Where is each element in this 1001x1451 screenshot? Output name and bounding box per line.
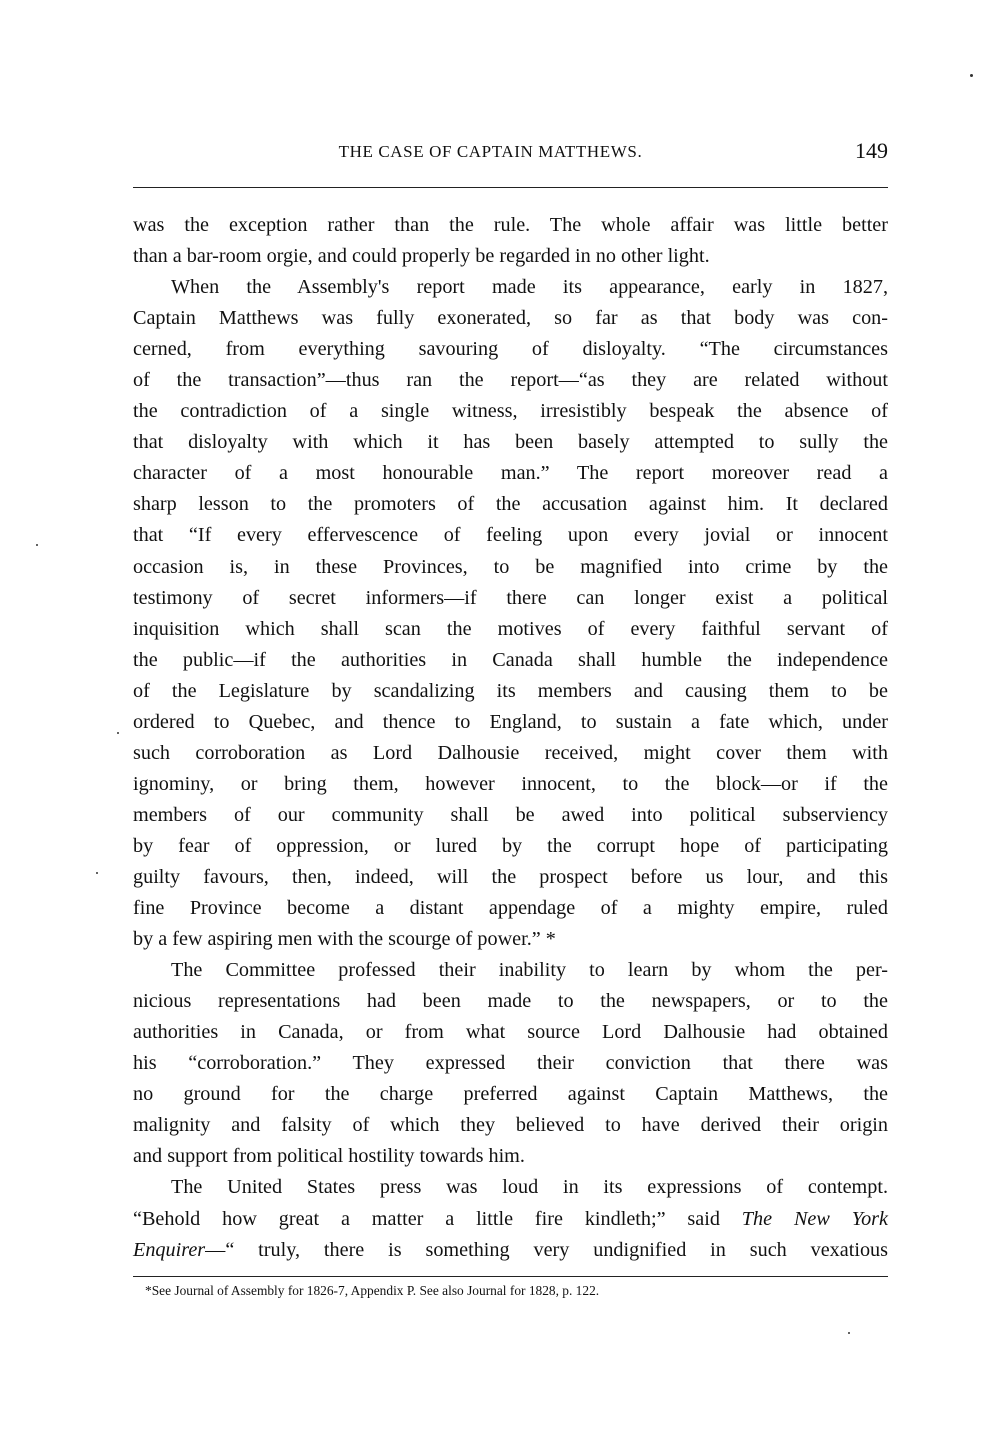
text-line: Captain Matthews was fully exonerated, so far as that body was con- (133, 307, 888, 330)
page-number: 149 (855, 138, 888, 163)
paragraph-first-line: When the Assembly's report made its appearance, early in 1827, (171, 276, 888, 299)
text-line: occasion is, in these Provinces, to be magnified into crime by the (133, 555, 888, 578)
text-line: nicious representations had been made to the newspapers, or to the (133, 990, 888, 1013)
footnote-rule (133, 1276, 888, 1277)
text-line: that “If every effervescence of feeling upon every jovial or innocent (133, 524, 888, 547)
text-line: by fear of oppression, or lured by the corrupt hope of participating (133, 834, 888, 857)
scan-speck (117, 732, 119, 734)
scan-speck (970, 74, 973, 77)
text-line: such corroboration as Lord Dalhousie received, might cover them with (133, 741, 888, 764)
text-line: of the transaction”—thus ran the report—“as they are related without (133, 369, 888, 392)
text-line: fine Province become a distant appendage of a mighty empire, ruled (133, 897, 888, 920)
text-line: ignominy, or bring them, however innocent, to the block—or if the (133, 772, 888, 795)
newspaper-name: The New York (741, 1207, 888, 1230)
text-line-with-italic (133, 1204, 888, 1235)
text-line: no ground for the charge preferred against Captain Matthews, the (133, 1083, 888, 1106)
text-line: cerned, from everything savouring of disloyalty. “The circumstances (133, 338, 888, 361)
body-text (133, 210, 888, 1266)
text-line: the public—if the authorities in Canada shall humble the independence (133, 648, 888, 671)
text-line: that disloyalty with which it has been basely attempted to sully the (133, 431, 888, 454)
text-line: sharp lesson to the promoters of the accusation against him. It declared (133, 493, 888, 516)
text-line: ordered to Quebec, and thence to England, to sustain a fate which, under (133, 710, 888, 733)
quote-text: —“ truly, there is something very undignified in such vexatious (205, 1238, 888, 1261)
newspaper-name-continued: Enquirer (133, 1238, 206, 1261)
footnote: *See Journal of Assembly for 1826-7, Appendix P. See also Journal for 1828, p. 122. (145, 1283, 600, 1298)
text-line: was the exception rather than the rule. The whole affair was little better (133, 214, 888, 236)
text-line: the contradiction of a single witness, irresistibly bespeak the absence of (133, 400, 888, 423)
text-line: than a bar-room orgie, and could properly be regarded in no other light. (133, 245, 710, 268)
paragraph-first-line: The United States press was loud in its expressions of contempt. (171, 1176, 888, 1199)
paragraph-first-line: The Committee professed their inability to learn by whom the per- (171, 959, 888, 982)
scan-speck (36, 544, 38, 546)
running-title: THE CASE OF CAPTAIN MATTHEWS. (338, 142, 643, 161)
text-line: malignity and falsity of which they believed to have derived their origin (133, 1114, 888, 1137)
header-rule (133, 187, 888, 188)
scan-speck (96, 872, 98, 874)
running-head (133, 138, 888, 168)
text-line: guilty favours, then, indeed, will the prospect before us lour, and this (133, 865, 888, 888)
text-line: and support from political hostility towards him. (133, 1145, 525, 1168)
text-line: his “corroboration.” They expressed their conviction that there was (133, 1052, 888, 1075)
text-line-with-italic (133, 1235, 888, 1266)
scan-speck (848, 1332, 850, 1334)
text-line: members of our community shall be awed into political subserviency (133, 803, 888, 826)
text-line: inquisition which shall scan the motives of every faithful servant of (133, 617, 888, 640)
text-line: of the Legislature by scandalizing its members and causing them to be (133, 679, 888, 702)
text-line-with-footnote-mark: by a few aspiring men with the scourge of power.” * (133, 928, 556, 951)
text-line: character of a most honourable man.” The report moreover read a (133, 462, 888, 485)
text-line: testimony of secret informers—if there can longer exist a political (133, 586, 888, 609)
text-line: authorities in Canada, or from what source Lord Dalhousie had obtained (133, 1021, 888, 1044)
quote-text: “Behold how great a matter a little fire kindleth;” said (133, 1207, 742, 1230)
